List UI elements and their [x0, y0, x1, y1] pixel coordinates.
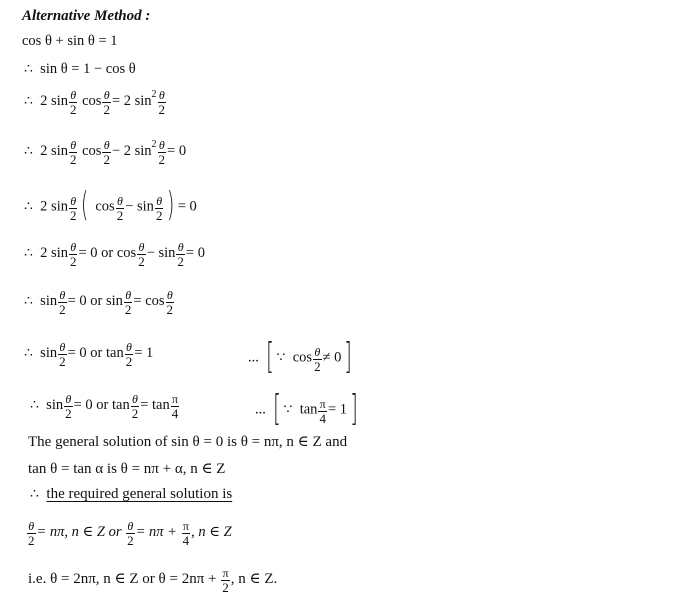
superscript: 2: [151, 139, 157, 150]
solution-line-1: [26, 519, 232, 546]
fraction-pi-4: $\frac{\pi}{4}$: [171, 392, 179, 421]
solution-1-part-c: , n ∈ Z: [191, 523, 232, 540]
right-paren: ): [167, 185, 175, 225]
fraction-theta-2: $\frac{\theta}{2}$: [166, 288, 174, 317]
solution-1-part-a: = nπ, n ∈ Z or: [36, 523, 122, 540]
general-solution-statement-2: tan θ = tan α is θ = nπ + α, n ∈ Z: [28, 461, 226, 477]
line-9-reason-tan: tan: [299, 401, 318, 418]
because-symbol: ∵: [276, 350, 286, 366]
line-4-part-c: − 2 sin: [111, 142, 152, 159]
therefore-symbol: ∴: [24, 199, 33, 215]
line-4-part-b: cos: [82, 142, 102, 159]
fraction-theta-2: $\frac{\theta}{2}$: [28, 519, 35, 548]
therefore-symbol: ∴: [30, 397, 39, 413]
left-bracket: [: [265, 336, 274, 377]
fraction-theta-2: $\frac{\theta}{2}$: [125, 340, 133, 369]
line-7-part-b: = 0 or sin: [67, 292, 123, 309]
therefore-symbol: ∴: [24, 62, 33, 77]
fraction-pi-4: $\frac{\pi}{4}$: [182, 519, 190, 548]
fraction-pi-2: $\frac{\pi}{2}$: [222, 566, 229, 595]
therefore-symbol: ∴: [24, 93, 33, 109]
fraction-theta-2: $\frac{\theta}{2}$: [131, 392, 139, 421]
equation-line-8: [24, 340, 153, 367]
therefore-symbol: ∴: [24, 245, 33, 261]
line-3-part-b: cos: [82, 92, 102, 109]
solution-2-part-b: , n ∈ Z.: [230, 570, 278, 587]
solution-line-2: [28, 566, 277, 593]
line-7-part-a: sin: [40, 292, 58, 309]
equation-line-6: [24, 240, 205, 267]
line-9-part-a: sin: [46, 396, 64, 413]
line-6-part-c: − sin: [146, 244, 176, 261]
line-5-part-c: − sin: [125, 198, 154, 215]
line-5-part-d: = 0: [177, 198, 197, 215]
line-4-part-d: = 0: [167, 142, 187, 159]
solution-1-part-b: = nπ +: [135, 523, 177, 540]
because-symbol: ∵: [283, 402, 293, 418]
fraction-theta-2: $\frac{\theta}{2}$: [158, 88, 166, 117]
equation-line-7: [24, 288, 175, 315]
line-9-part-c: = tan: [140, 396, 170, 413]
fraction-theta-2: $\frac{\theta}{2}$: [177, 240, 184, 269]
line-2-text: sin θ = 1 − cos θ: [40, 61, 136, 77]
solution-2-part-a: i.e. θ = 2nπ, n ∈ Z or θ = 2nπ +: [28, 570, 217, 587]
fraction-theta-2: $\frac{\theta}{2}$: [59, 340, 66, 369]
fraction-theta-2: $\frac{\theta}{2}$: [116, 193, 124, 223]
required-solution-text: the required general solution is: [46, 486, 233, 502]
method-heading: Alternative Method :: [22, 8, 151, 24]
equation-line-1: cos θ + sin θ = 1: [22, 33, 118, 49]
line-8-part-b: = 0 or tan: [67, 344, 124, 361]
fraction-theta-2: $\frac{\theta}{2}$: [103, 88, 110, 117]
fraction-theta-2: $\frac{\theta}{2}$: [127, 519, 134, 548]
fraction-theta-2: $\frac{\theta}{2}$: [69, 193, 77, 223]
line-8-part-a: sin: [40, 344, 58, 361]
fraction-theta-2: $\frac{\theta}{2}$: [314, 344, 321, 374]
line-9-part-b: = 0 or tan: [73, 396, 130, 413]
equation-line-9: [30, 392, 180, 419]
fraction-theta-2: $\frac{\theta}{2}$: [103, 138, 110, 167]
fraction-pi-4: $\frac{\pi}{4}$: [319, 396, 326, 426]
line-8-part-c: = 1: [134, 344, 154, 361]
therefore-symbol: ∴: [24, 143, 33, 159]
line-8-reason-cos: cos: [292, 349, 313, 366]
line-4-part-a: 2 sin: [40, 142, 68, 159]
line-5-part-b: cos: [95, 198, 115, 215]
ellipsis: ...: [248, 349, 259, 366]
line-6-part-b: = 0 or cos: [78, 244, 137, 261]
equation-line-3: [24, 88, 167, 115]
therefore-symbol: ∴: [30, 487, 39, 502]
equation-line-5: [24, 185, 197, 225]
line-8-reason-neq: ≠ 0: [322, 349, 342, 366]
fraction-theta-2: $\frac{\theta}{2}$: [69, 88, 77, 117]
superscript: 2: [151, 89, 157, 100]
left-paren: (: [81, 185, 89, 225]
ellipsis: ...: [255, 401, 266, 418]
line-5-part-a: 2 sin: [40, 198, 68, 215]
equation-line-2: [24, 62, 136, 77]
line-3-part-a: 2 sin: [40, 92, 68, 109]
line-7-part-c: = cos: [133, 292, 165, 309]
equation-line-4: [24, 138, 186, 165]
fraction-theta-2: $\frac{\theta}{2}$: [65, 392, 72, 421]
fraction-theta-2: $\frac{\theta}{2}$: [124, 288, 132, 317]
general-solution-statement-1: The general solution of sin θ = 0 is θ = nπ, n ∈ Z and: [28, 434, 348, 450]
fraction-theta-2: $\frac{\theta}{2}$: [158, 138, 166, 167]
fraction-theta-2: $\frac{\theta}{2}$: [69, 138, 77, 167]
fraction-theta-2: $\frac{\theta}{2}$: [59, 288, 66, 317]
right-bracket: ]: [344, 336, 353, 377]
therefore-symbol: ∴: [24, 293, 33, 309]
fraction-theta-2: $\frac{\theta}{2}$: [138, 240, 145, 269]
line-6-part-a: 2 sin: [40, 244, 68, 261]
equation-line-9-reason: [255, 388, 361, 429]
line-3-part-c: = 2 sin: [111, 92, 152, 109]
equation-line-8-reason: [248, 336, 355, 377]
fraction-theta-2: $\frac{\theta}{2}$: [69, 240, 77, 269]
left-bracket: [: [272, 388, 281, 429]
required-solution-intro: [30, 487, 232, 502]
line-9-reason-eq: = 1: [327, 401, 347, 418]
right-bracket: ]: [350, 388, 358, 429]
therefore-symbol: ∴: [24, 345, 33, 361]
fraction-theta-2: $\frac{\theta}{2}$: [155, 193, 163, 223]
line-6-part-d: = 0: [185, 244, 205, 261]
